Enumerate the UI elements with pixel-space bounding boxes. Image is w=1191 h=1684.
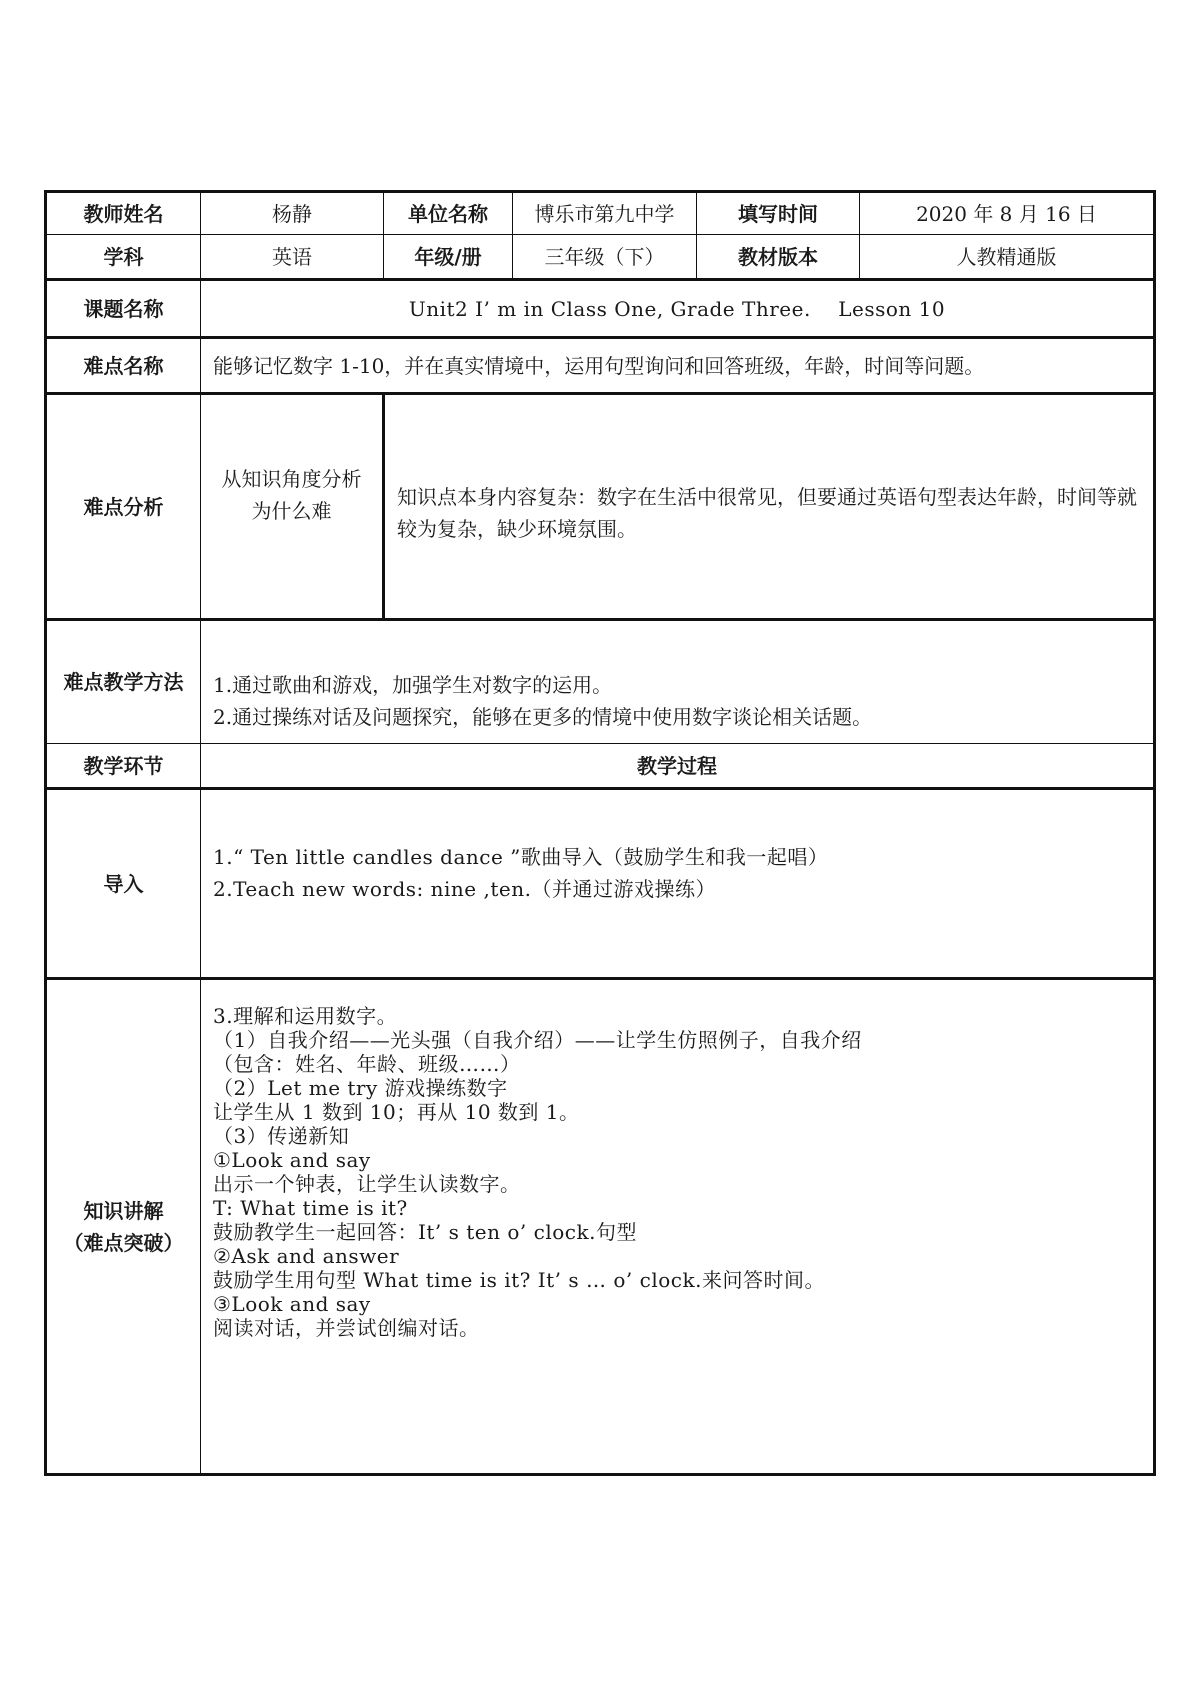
- topic-label: 课题名称: [46, 280, 201, 338]
- teacher-name-label: 教师姓名: [46, 192, 201, 235]
- knowledge-line-1: 3.理解和运用数字。: [213, 1004, 398, 1028]
- analysis-value-text: 知识点本身内容复杂：数字在生活中很常见，但要通过英语句型表达年龄，时间等就较为复杂，缺少环境氛围。: [397, 484, 1137, 541]
- lesson-plan-table: [44, 190, 1156, 1476]
- intro-line-2: 2.Teach new words: nine ,ten.（并通过游戏操练）: [213, 876, 716, 901]
- difficulty-label: 难点名称: [46, 338, 201, 394]
- fill-date-value: 2020 年 8 月 16 日: [860, 192, 1155, 235]
- knowledge-content: [201, 979, 1155, 1475]
- grade-value: 三年级（下）: [513, 235, 697, 280]
- grade-label: 年级/册: [384, 235, 513, 280]
- knowledge-line-6: （3）传递新知: [213, 1124, 350, 1148]
- analysis-sub-label-text: 从知识角度分析为什么难: [221, 466, 362, 523]
- knowledge-line-3: （包含：姓名、年龄、班级……）: [213, 1052, 521, 1076]
- subject-label: 学科: [46, 235, 201, 280]
- process-header-label: 教学过程: [201, 744, 1155, 789]
- subject-value: 英语: [201, 235, 384, 280]
- knowledge-line-11: ②Ask and answer: [213, 1244, 400, 1268]
- stage-header-label: 教学环节: [46, 744, 201, 789]
- knowledge-line-7: ①Look and say: [213, 1148, 371, 1172]
- difficulty-value: 能够记忆数字 1-10，并在真实情境中，运用句型询问和回答班级，年龄，时间等问题。: [201, 338, 1155, 394]
- knowledge-line-10: 鼓励教学生一起回答：It’ s ten o’ clock.句型: [213, 1220, 637, 1244]
- analysis-value: [384, 394, 1155, 620]
- knowledge-line-4: （2）Let me try 游戏操练数字: [213, 1076, 508, 1100]
- knowledge-line-2: （1）自我介绍——光头强（自我介绍）——让学生仿照例子，自我介绍: [213, 1028, 862, 1052]
- method-line-1: 1.通过歌曲和游戏，加强学生对数字的运用。: [213, 673, 613, 697]
- method-label: 难点教学方法: [46, 620, 201, 744]
- knowledge-line-13: ③Look and say: [213, 1292, 371, 1316]
- unit-name-value: 博乐市第九中学: [513, 192, 697, 235]
- analysis-sub-label: [201, 394, 384, 620]
- knowledge-line-5: 让学生从 1 数到 10；再从 10 数到 1。: [213, 1100, 580, 1124]
- intro-content: [201, 789, 1155, 979]
- topic-value: Unit2 I’ m in Class One, Grade Three. Lesson 10: [201, 280, 1155, 338]
- method-line-2: 2.通过操练对话及问题探究，能够在更多的情境中使用数字谈论相关话题。: [213, 705, 873, 729]
- method-content: [201, 620, 1155, 744]
- knowledge-label: [46, 979, 201, 1475]
- textbook-value: 人教精通版: [860, 235, 1155, 280]
- unit-name-label: 单位名称: [384, 192, 513, 235]
- fill-date-label: 填写时间: [697, 192, 860, 235]
- intro-label: 导入: [46, 789, 201, 979]
- knowledge-line-9: T: What time is it?: [213, 1196, 408, 1220]
- knowledge-line-8: 出示一个钟表，让学生认读数字。: [213, 1172, 521, 1196]
- teacher-name-value: 杨静: [201, 192, 384, 235]
- knowledge-line-14: 阅读对话，并尝试创编对话。: [213, 1316, 480, 1340]
- analysis-label: 难点分析: [46, 394, 201, 620]
- textbook-label: 教材版本: [697, 235, 860, 280]
- knowledge-label-line-2: （难点突破）: [63, 1230, 184, 1255]
- knowledge-line-12: 鼓励学生用句型 What time is it? It’ s … o’ clock.来问答时间。: [213, 1268, 825, 1292]
- intro-line-1: 1.“ Ten little candles dance ”歌曲导入（鼓励学生和我一起唱）: [213, 844, 829, 869]
- knowledge-label-line-1: 知识讲解: [83, 1198, 164, 1223]
